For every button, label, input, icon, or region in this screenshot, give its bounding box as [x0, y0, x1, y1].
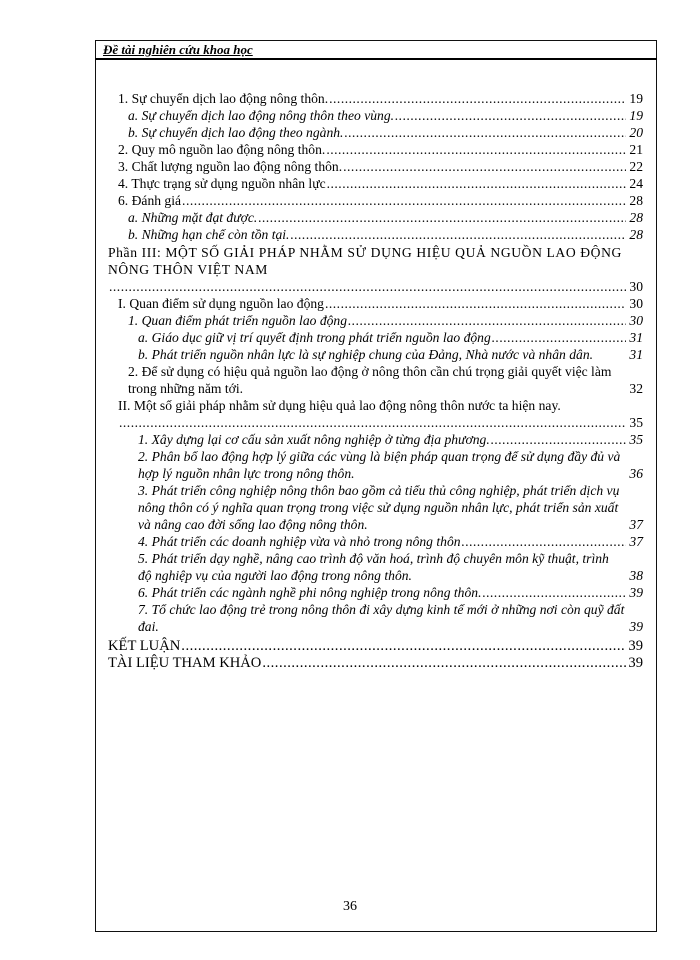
table-of-contents [108, 90, 643, 672]
toc-entry[interactable]: 2. Phân bổ lao động hợp lý giữa các vùng là biện pháp quan trọng để sử dụng đầy đủ và hợp lý nguồn nhân lực trong nông thôn. 36 [138, 449, 643, 481]
toc-entry[interactable]: 1. Quan điểm phát triển nguồn lao động ..... 30 [108, 312, 643, 329]
toc-entry[interactable]: 1. Sự chuyển dịch lao động nông thôn. ..... 19 [108, 90, 643, 107]
toc-entry[interactable]: 6. Đánh giá ..... 28 [108, 192, 643, 209]
toc-entry[interactable]: 7. Tổ chức lao động trẻ trong nông thôn đi xây dựng kinh tế mới ở những nơi còn quỹ đất đai. 39 [138, 602, 643, 634]
toc-entry[interactable]: b. Phát triển nguồn nhân lực là sự nghiệp chung của Đảng, Nhà nước và nhân dân. 31 [138, 347, 643, 362]
toc-entry[interactable]: 4. Thực trạng sử dụng nguồn nhân lực ..... 24 [108, 175, 643, 192]
toc-entry-part-iii[interactable] [108, 244, 643, 295]
toc-entry-conclusion[interactable]: KẾT LUẬN ..... 39 [108, 638, 643, 655]
toc-entry[interactable]: a. Giáo dục giữ vị trí quyết định trong phát triển nguồn lao động ..... 31 [108, 329, 643, 346]
toc-entry[interactable]: II. Một số giải pháp nhằm sử dụng hiệu quả lao động nông thôn nước ta hiện nay. ..... 35 [108, 397, 643, 431]
toc-entry-references[interactable]: TÀI LIỆU THAM KHẢO ..... 39 [108, 655, 643, 672]
toc-entry[interactable]: 1. Xây dựng lại cơ cấu sản xuất nông nghiệp ở từng địa phương. ..... 35 [108, 431, 643, 448]
header-title: Đề tài nghiên cứu khoa học [103, 42, 253, 57]
toc-entry[interactable]: I. Quan điểm sử dụng nguồn lao động ..... 30 [108, 295, 643, 312]
toc-entry[interactable]: b. Sự chuyển dịch lao động theo ngành. ..... 20 [108, 124, 643, 141]
toc-entry[interactable]: 3. Phát triển công nghiệp nông thôn bao gồm cả tiểu thủ công nghiệp, phát triển dịch vụ nông thôn có ý nghĩa quan trọng trong việc sử dụng nguồn nhân lực, phát triển sản xuất và nâng cao đời sống lao động nông thôn. 37 [138, 483, 643, 532]
toc-entry[interactable]: a. Những mặt đạt được. ..... 28 [108, 209, 643, 226]
toc-entry[interactable]: 2. Để sử dụng có hiệu quả nguồn lao động ở nông thôn cần chú trọng giải quyết việc làm trong những năm tới. 32 [128, 364, 643, 396]
toc-entry[interactable]: a. Sự chuyển dịch lao động nông thôn theo vùng. ..... 19 [108, 107, 643, 124]
toc-entry[interactable]: b. Những hạn chế còn tồn tại. ..... 28 [108, 226, 643, 243]
toc-entry[interactable]: 5. Phát triển dạy nghề, nâng cao trình độ văn hoá, trình độ chuyên môn kỹ thuật, trình độ nghiệp vụ của người lao động trong nông thôn. 38 [138, 551, 643, 583]
toc-entry[interactable]: 2. Quy mô nguồn lao động nông thôn. ..... 21 [108, 141, 643, 158]
toc-entry[interactable]: 4. Phát triển các doanh nghiệp vừa và nhỏ trong nông thôn ..... 37 [108, 533, 643, 550]
page-number: 36 [343, 899, 357, 914]
header-rule [95, 58, 657, 60]
toc-entry[interactable]: 3. Chất lượng nguồn lao động nông thôn. ..... 22 [108, 158, 643, 175]
toc-entry[interactable]: 6. Phát triển các ngành nghề phi nông nghiệp trong nông thôn. ..... 39 [108, 584, 643, 601]
toc-entry-label: Phần III: MỘT SỐ GIẢI PHÁP NHẰM SỬ DỤNG HIỆU QUẢ NGUỒN LAO ĐỘNG NÔNG THÔN VIỆT NAM [108, 245, 622, 277]
toc-entry-page: 30 [629, 279, 643, 294]
